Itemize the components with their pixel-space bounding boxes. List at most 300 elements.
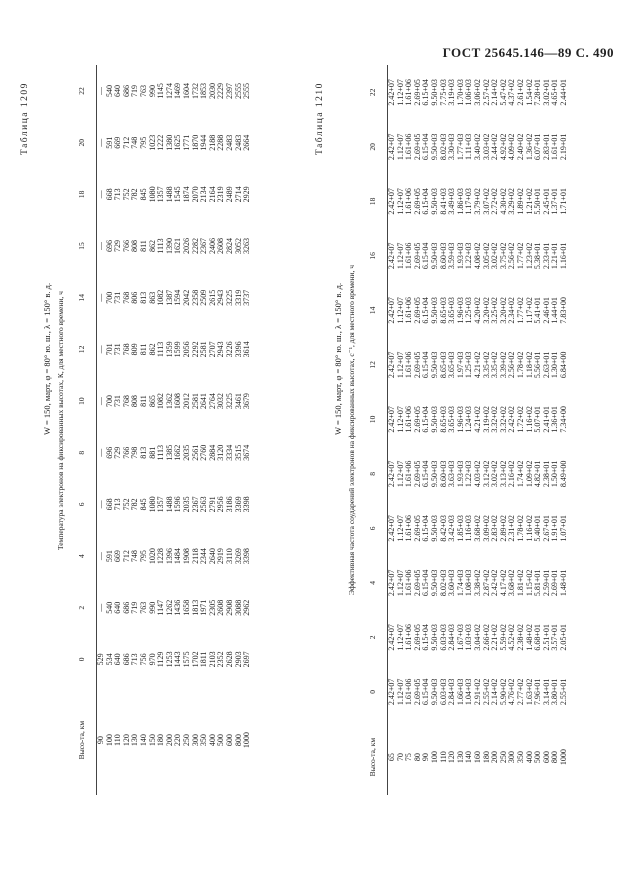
col-header-hour: 12: [66, 324, 97, 376]
table-cell: 2707: [207, 341, 217, 358]
table-cell: 1.93+03: [455, 242, 465, 270]
table-cell: 2929: [242, 186, 252, 203]
table-cell: 1080: [147, 496, 157, 513]
table-cell: 1.22+03: [464, 460, 474, 488]
table-cell: 1357: [156, 186, 166, 203]
table-cell: 2.87+02: [481, 569, 491, 597]
table-cell: 2358: [190, 289, 200, 306]
table-row: [166, 65, 175, 795]
table-cell: 713: [113, 188, 123, 201]
table-cell: 756: [138, 653, 148, 666]
table-cell: 2042: [181, 289, 191, 306]
table-cell: 2.42+07: [387, 678, 396, 706]
table-cell: 2943: [216, 341, 226, 358]
table-cell: 1488: [164, 186, 174, 203]
table-row: [243, 65, 252, 795]
table-cell: 1.61+06: [404, 460, 414, 488]
row-height-cell: 140: [138, 734, 148, 747]
table-cell: 1.12+07: [395, 297, 405, 324]
table-cell: 2118: [190, 548, 200, 564]
table-row: [106, 65, 115, 795]
row-height-cell: 350: [515, 751, 525, 764]
col-header-hour: 18: [357, 174, 388, 229]
table-cell: 1.36+01: [550, 406, 560, 433]
table-cell: 1.08+03: [464, 569, 474, 597]
col-header-hour: 20: [357, 120, 388, 175]
table-cell: 8.65+03: [438, 297, 448, 324]
table-cell: 2.38+01: [541, 460, 551, 488]
table-cell: 2035: [181, 444, 191, 461]
table-cell: 1.15+02: [524, 569, 534, 597]
col-header-hour: 6: [66, 479, 97, 531]
table-cell: 6.15+04: [421, 569, 431, 597]
col-header-hour: 22: [66, 65, 97, 117]
table-cell: 1.12+07: [395, 515, 405, 542]
table-cell: 1145: [156, 83, 166, 99]
table-cell: 2.83+01: [541, 133, 551, 161]
table-cell: 1944: [199, 134, 209, 151]
table-cell: 1262: [164, 599, 174, 616]
table-cell: —: [96, 552, 105, 561]
table-cell: 9.50+03: [429, 569, 439, 597]
table-cell: 2.14+02: [490, 678, 500, 706]
table-cell: 1.16+01: [558, 242, 568, 270]
table-cell: 3.09+02: [481, 515, 491, 542]
col-header-hour: 14: [357, 283, 388, 338]
table-cell: 2.42+07: [387, 242, 396, 270]
table-cell: 1274: [164, 82, 174, 99]
row-height-cell: 180: [481, 751, 491, 764]
table-cell: 2406: [207, 238, 217, 255]
table-cell: 6.15+04: [421, 297, 431, 324]
table-cell: 640: [113, 653, 123, 666]
col-header-hour: 22: [357, 65, 388, 120]
table-cell: 4.03+02: [472, 460, 482, 488]
table-cell: 1.12+07: [395, 351, 405, 379]
table-cell: 6.15+04: [421, 624, 431, 651]
table-cell: 1.12+07: [395, 569, 405, 597]
table-cell: 669: [113, 136, 123, 149]
table-cell: 2.42+07: [387, 460, 396, 488]
table-cell: 2.69+05: [412, 515, 422, 542]
table-cell: 3120: [216, 444, 226, 461]
table-cell: 2884: [207, 444, 217, 461]
data-table: [357, 65, 568, 795]
table-cell: 9.50+03: [429, 297, 439, 324]
table-cell: 2640: [207, 548, 217, 565]
table-cell: 3110: [224, 548, 234, 564]
table-cell: 1147: [156, 599, 166, 616]
table-cell: 7.96+01: [533, 678, 543, 706]
table-cell: 862: [147, 240, 157, 253]
table-cell: 1971: [199, 599, 209, 616]
table-cell: 1385: [164, 444, 174, 461]
table-cell: 8.02+03: [438, 569, 448, 597]
table-cell: 6.15+04: [421, 460, 431, 488]
table-cell: 1.85+03: [455, 515, 465, 542]
table-subtitle: Температура электронов на фиксированных высотах, К, для местного времени, ч: [56, 291, 65, 550]
table-cell: 1811: [199, 651, 209, 668]
table-cell: 2319: [216, 186, 226, 203]
table-cell: 1.74+03: [455, 569, 465, 597]
table-row: [114, 65, 123, 795]
table-cell: 8.49+00: [558, 460, 568, 488]
table-cell: 813: [138, 446, 148, 459]
table-cell: 1.12+07: [395, 242, 405, 270]
table-cell: 1.67+03: [455, 624, 465, 651]
col-header-hour: 18: [66, 169, 97, 221]
table-cell: 1.63+02: [524, 678, 534, 706]
table-cell: 8.60+03: [438, 460, 448, 488]
table-cell: 1.44+01: [550, 297, 560, 324]
table-cell: 3.03+02: [481, 133, 491, 161]
table-cell: 4.21+02: [472, 406, 482, 433]
table-cell: 712: [121, 550, 131, 563]
table-cell: 2.33+01: [541, 242, 551, 270]
table-cell: 763: [138, 84, 148, 97]
table-cell: 2288: [216, 134, 226, 151]
table-cell: 3.39+02: [498, 351, 508, 379]
table-cell: 811: [138, 240, 148, 252]
table-cell: 1874: [181, 186, 191, 203]
table-cell: 2.56+02: [507, 351, 517, 379]
table-cell: 2791: [207, 496, 217, 513]
table-cell: 5.56+01: [533, 351, 543, 379]
row-height-cell: 65: [387, 753, 396, 762]
row-height-cell: 300: [190, 734, 200, 747]
table-cell: 752: [121, 498, 131, 511]
row-height-cell: 70: [395, 753, 405, 762]
page-header: ГОСТ 25645.146—89 С. 490: [442, 45, 614, 60]
table-cell: 9.50+03: [429, 79, 439, 106]
table-cell: 9.50+03: [429, 678, 439, 706]
table-title: W = 150, март, φ = 80° ю. ш., λ = 150° в. д.: [333, 282, 343, 435]
row-height-cell: 100: [429, 751, 439, 764]
table-cell: 8.41+03: [438, 188, 448, 215]
table-cell: —: [96, 397, 105, 406]
table-cell: 1484: [173, 548, 183, 565]
table-cell: 9.50+03: [429, 351, 439, 379]
table-cell: 668: [104, 498, 114, 511]
table-cell: 1080: [147, 186, 157, 203]
table-cell: 3737: [242, 289, 252, 306]
table-cell: 3.57+01: [550, 624, 560, 651]
table-cell: 540: [104, 601, 114, 614]
col-header-hour: 16: [357, 229, 388, 284]
table-cell: 1.96+03: [455, 297, 465, 324]
table-cell: 1596: [173, 496, 183, 513]
row-height-cell: 130: [130, 734, 140, 747]
table-cell: 1129: [156, 651, 166, 668]
table-cell: 1702: [190, 651, 200, 668]
table-cell: 2.55+02: [481, 678, 491, 706]
table-cell: 2.83+02: [490, 515, 500, 542]
table-row: [226, 65, 235, 795]
table-cell: 540: [104, 84, 114, 97]
table-cell: 1.54+02: [524, 79, 534, 106]
table-cell: 1.93+03: [455, 460, 465, 488]
table-cell: 2.42+07: [387, 188, 396, 215]
table-cell: 2.42+07: [387, 515, 396, 542]
table-cell: 7.83+00: [558, 297, 568, 324]
table-cell: 1.61+06: [404, 188, 414, 215]
table-cell: 3226: [224, 341, 234, 358]
table-cell: 2.69+05: [412, 569, 422, 597]
table-cell: 3.04+02: [472, 624, 482, 651]
table-cell: 2581: [199, 341, 209, 358]
table-cell: 1908: [181, 548, 191, 565]
table-cell: 1.61+06: [404, 678, 414, 706]
table-cell: 731: [113, 395, 123, 408]
table-cell: 752: [121, 188, 131, 201]
table-cell: 1.77+03: [455, 133, 465, 161]
table-cell: 3.32+02: [490, 406, 500, 433]
table-cell: 1.25+03: [464, 351, 474, 379]
table-cell: 798: [130, 446, 140, 459]
table-cell: 3674: [242, 444, 252, 461]
table-cell: 881: [147, 446, 157, 459]
row-height-cell: 140: [464, 751, 474, 764]
table-cell: 766: [121, 240, 131, 253]
table-cell: 1621: [173, 238, 183, 255]
table-cell: 2188: [207, 134, 217, 151]
table-cell: 2305: [207, 599, 217, 616]
table-cell: 1604: [181, 82, 191, 99]
table-row: [183, 65, 192, 795]
table-cell: 640: [113, 84, 123, 97]
table-cell: 2919: [216, 548, 226, 565]
table-cell: 768: [121, 395, 131, 408]
table-cell: 1.06+03: [464, 79, 474, 106]
table-cell: 2367: [199, 238, 209, 255]
table-cell: 1.16+02: [524, 406, 534, 433]
table-cell: 3.29+02: [507, 188, 517, 215]
row-height-cell: 300: [507, 751, 517, 764]
table-cell: 6.15+04: [421, 406, 431, 433]
table-cell: 5.41+01: [533, 297, 543, 324]
table-cell: 696: [104, 240, 114, 253]
table-cell: 2352: [216, 651, 226, 668]
table-cell: 2070: [190, 186, 200, 203]
table-cell: 2.69+05: [412, 351, 422, 379]
table-cell: 782: [130, 188, 140, 201]
table-cell: 2.63+01: [541, 351, 551, 379]
table-cell: 748: [130, 550, 140, 563]
table-cell: 4.17+02: [498, 569, 508, 597]
table-cell: 9.50+03: [429, 624, 439, 651]
table-cell: 1.86+03: [455, 188, 465, 215]
table-cell: 3.40+02: [472, 133, 482, 161]
table-cell: 2.91+02: [472, 678, 482, 706]
table-cell: 2.69+05: [412, 79, 422, 106]
table-cell: 8.42+03: [438, 515, 448, 542]
table-cell: 2.31+02: [507, 515, 517, 542]
table-cell: 4.82+01: [533, 460, 543, 488]
table-cell: 2229: [216, 82, 226, 99]
table-cell: 1.61+06: [404, 515, 414, 542]
table-cell: 1.30+01: [550, 351, 560, 379]
table-cell: 2563: [199, 496, 209, 513]
table-cell: 3.65+03: [447, 351, 457, 379]
table-cell: 5.81+01: [533, 569, 543, 597]
table-cell: —: [96, 293, 105, 302]
table-cell: 713: [113, 498, 123, 511]
table-cell: 6.07+01: [533, 133, 543, 161]
table-cell: 1545: [173, 186, 183, 203]
table-cell: 1.12+07: [395, 624, 405, 651]
table-cell: 1599: [173, 341, 183, 358]
table-cell: 3.25+02: [490, 297, 500, 324]
table-row: [217, 65, 226, 795]
table-cell: 2483: [224, 134, 234, 151]
table-cell: 3.14+01: [541, 678, 551, 706]
table-row: [149, 65, 158, 795]
table-cell: 719: [130, 601, 140, 614]
row-height-cell: 150: [147, 734, 157, 747]
table-cell: 3.32+02: [498, 406, 508, 433]
table-cell: 1362: [164, 393, 174, 410]
table-cell: 2615: [207, 289, 217, 306]
table-cell: 3.75+02: [498, 242, 508, 270]
table-cell: 9.50+03: [429, 188, 439, 215]
table-cell: 1.77+02: [515, 297, 525, 324]
table-cell: 1.48+02: [524, 624, 534, 651]
table-cell: 2908: [224, 599, 234, 616]
col-header-hour: 2: [357, 610, 388, 665]
row-height-cell: 500: [533, 751, 543, 764]
table-cell: 4.08+02: [472, 242, 482, 270]
table-cell: —: [96, 500, 105, 509]
table-cell: 2.69+05: [412, 406, 422, 433]
table-cell: 2282: [190, 238, 200, 255]
table-cell: 1222: [156, 134, 166, 151]
table-cell: 2697: [242, 651, 252, 668]
col-header-hour: 2: [66, 582, 97, 634]
col-header-hour: 10: [357, 392, 388, 447]
table-cell: 3.35+02: [481, 351, 491, 379]
row-height-cell: 90: [421, 753, 431, 762]
col-header-hour: 14: [66, 272, 97, 324]
table-cell: 862: [147, 343, 157, 356]
table-cell: 7.28+01: [533, 79, 543, 106]
table-cell: 1.12+07: [395, 460, 405, 488]
table-cell: 4.52+02: [507, 624, 517, 651]
table-cell: 1.23+02: [524, 242, 534, 270]
col-header-hour: 8: [357, 447, 388, 502]
table-cell: 9.50+03: [429, 460, 439, 488]
table-cell: 6.15+04: [421, 351, 431, 379]
table-cell: 5.38+01: [533, 242, 543, 270]
col-header-hour: 4: [66, 530, 97, 582]
table-cell: 2.69+01: [550, 569, 560, 597]
table-cell: 2367: [190, 496, 200, 513]
table-cell: 970: [147, 653, 157, 666]
table-cell: 1.12+07: [395, 678, 405, 706]
table-cell: 1.81+02: [515, 569, 525, 597]
table-cell: 2760: [199, 444, 209, 461]
table-cell: 3396: [233, 341, 243, 358]
table-cell: 1113: [156, 341, 166, 358]
table-cell: 8.60+03: [438, 242, 448, 270]
table-cell: —: [96, 242, 105, 251]
table-cell: 2.69+05: [412, 188, 422, 215]
table-cell: 2.16+02: [507, 460, 517, 488]
table-cell: 1.36+02: [524, 133, 534, 161]
table-cell: 2483: [233, 134, 243, 151]
table-cell: 2.42+07: [387, 624, 396, 651]
table-cell: 696: [104, 446, 114, 459]
table-row: [157, 65, 166, 795]
table-cell: 2.44+01: [558, 79, 568, 106]
table-cell: 2.72+02: [490, 188, 500, 215]
table-cell: 1.48+01: [558, 569, 568, 597]
table-cell: 6.15+04: [421, 79, 431, 106]
table-cell: 713: [130, 653, 140, 666]
table-cell: 2103: [207, 651, 217, 668]
table-cell: 2030: [207, 82, 217, 99]
table-cell: 1771: [181, 134, 191, 151]
table-cell: 1.16+02: [524, 515, 534, 542]
table-cell: 2489: [224, 186, 234, 203]
table-cell: 1.07+01: [558, 515, 568, 542]
table-cell: 990: [147, 84, 157, 97]
table-cell: 1.96+03: [455, 406, 465, 433]
table-cell: 6.84+00: [558, 351, 568, 379]
table-cell: 1396: [164, 548, 174, 565]
table-cell: 3334: [224, 444, 234, 461]
table-cell: 2.69+05: [412, 133, 422, 161]
table-cell: 763: [138, 601, 148, 614]
table-cell: 2.69+05: [412, 297, 422, 324]
table-cell: 3.12+02: [481, 460, 491, 488]
table-cell: 1113: [156, 445, 166, 461]
table-cell: 2714: [233, 186, 243, 203]
table-cell: 3.38+02: [472, 569, 482, 597]
table-cell: 2.14+02: [490, 79, 500, 106]
table-cell: 3.30+03: [447, 133, 457, 161]
table-cell: 1.91+01: [550, 515, 560, 542]
table-cell: 808: [130, 240, 140, 253]
table-cell: 3398: [242, 548, 252, 565]
table-cell: 729: [113, 446, 123, 459]
table-cell: 712: [121, 136, 131, 149]
table-cell: 1.61+06: [404, 569, 414, 597]
table-cell: 4.65+01: [550, 79, 560, 106]
row-height-cell: 80: [412, 753, 422, 762]
table-cell: 4.76+02: [507, 678, 517, 706]
table-cell: 700: [104, 395, 114, 408]
table-cell: 766: [121, 446, 131, 459]
table-cell: 686: [121, 84, 131, 97]
table-cell: 813: [138, 291, 148, 304]
table-cell: 1.12+07: [395, 133, 405, 161]
table-cell: 3.20+02: [498, 297, 508, 324]
table-cell: 6.15+04: [421, 133, 431, 161]
table-cell: 2.77+02: [515, 678, 525, 706]
table-cell: 701: [104, 343, 114, 356]
row-height-cell: 120: [447, 751, 457, 764]
table-cell: 808: [130, 395, 140, 408]
table-cell: 2.89+02: [498, 515, 508, 542]
row-height-cell: 110: [113, 734, 123, 746]
table-cell: 2397: [224, 82, 234, 99]
row-height-cell: 160: [472, 751, 482, 764]
table-cell: 534: [104, 653, 114, 666]
row-height-cell: 400: [207, 734, 217, 747]
data-table: [66, 65, 252, 795]
table-cell: 1.61+01: [550, 133, 560, 161]
table-cell: 1.25+03: [464, 297, 474, 324]
